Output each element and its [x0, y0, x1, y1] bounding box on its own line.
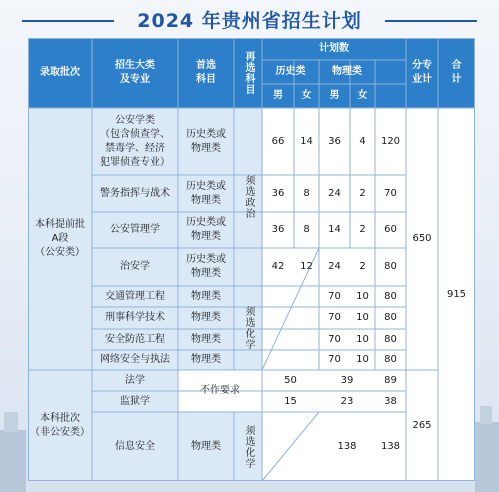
reselect-cell: 须选政治: [243, 175, 254, 219]
major-total-cell: 120: [380, 135, 401, 147]
first-subject-cell: 历史类或 物理类: [186, 128, 226, 154]
first-subject-cell: 物理类: [191, 354, 221, 365]
first-subject-cell: 物理类: [191, 312, 221, 323]
batch-early: 本科提前批 A段 （公安类）: [35, 219, 85, 258]
first-subject-cell: 历史类或 物理类: [186, 217, 226, 242]
early-total: 650: [412, 233, 432, 244]
batch-regular: 本科批次 （非公安类）: [30, 412, 90, 438]
history-female-cell: 14: [300, 135, 313, 147]
major-cell: 监狱学: [120, 395, 150, 407]
major-cell: 信息安全: [115, 440, 155, 452]
history-female-cell: 8: [303, 224, 310, 235]
major-cell: 刑事科学技术: [105, 312, 165, 323]
header-history-male: 男: [273, 90, 283, 101]
reselect-cell: 须选化学: [243, 424, 254, 469]
major-cell: 公安学类 （包含侦查学、 禁毒学、经济 犯罪侦查专业）: [100, 114, 170, 168]
major-cell: 公安管理学: [110, 224, 160, 235]
physics-male-cell: 70: [328, 312, 341, 323]
major-total-cell: 138: [380, 440, 401, 452]
physics-male-cell: 14: [328, 224, 341, 235]
first-subject-cell: 不作要求: [200, 385, 240, 396]
first-subject-cell: 物理类: [191, 290, 221, 302]
physics-female-cell: 2: [359, 261, 366, 272]
first-subject-cell: 物理类: [191, 333, 221, 345]
header-plan: 计划数: [319, 43, 349, 54]
title-decoration-right: [385, 20, 477, 22]
physics-cell: 23: [340, 395, 354, 407]
header-major-total: 分专 业计: [412, 60, 432, 85]
physics-female-cell: 2: [359, 224, 366, 235]
header-physics-female: 女: [357, 90, 368, 101]
physics-male-cell: 70: [328, 290, 341, 302]
header-first-subject: 首选 科目: [196, 60, 216, 85]
history-cell: 50: [284, 374, 297, 386]
physics-male-cell: 70: [328, 333, 341, 345]
regular-total: 265: [412, 419, 432, 431]
major-total-cell: 60: [384, 224, 397, 235]
major-total-cell: 38: [384, 395, 397, 407]
history-male-cell: 66: [271, 135, 285, 147]
header-history: 历史类: [275, 66, 306, 77]
physics-male-cell: 24: [328, 187, 341, 199]
physics-male-cell: 70: [328, 354, 341, 365]
grand-total: 915: [446, 288, 467, 300]
header-major: 招生大类 及专业: [115, 60, 155, 85]
physics-female-cell: 10: [356, 354, 369, 365]
header-batch: 录取批次: [40, 67, 80, 78]
major-total-cell: 80: [384, 354, 397, 365]
header-physics: 物理类: [332, 66, 362, 77]
physics-female-cell: 10: [356, 312, 369, 323]
header-history-female: 女: [301, 90, 312, 101]
major-cell: 安全防范工程: [105, 333, 165, 345]
history-female-cell: 8: [303, 187, 310, 199]
major-total-cell: 89: [384, 374, 397, 386]
major-total-cell: 70: [384, 187, 397, 199]
physics-female-cell: 2: [359, 187, 366, 199]
history-cell: 15: [284, 395, 297, 407]
major-cell: 交通管理工程: [105, 290, 165, 302]
major-cell: 治安学: [120, 261, 150, 272]
major-total-cell: 80: [384, 261, 397, 272]
physics-cell: 39: [340, 374, 354, 386]
physics-female-cell: 4: [359, 135, 366, 147]
page-title: 2024 年贵州省招生计划: [137, 10, 362, 32]
physics-cell: 138: [337, 440, 357, 452]
physics-male-cell: 36: [328, 135, 341, 147]
major-total-cell: 80: [384, 312, 397, 323]
header-physics-male: 男: [329, 90, 340, 101]
history-female-cell: 12: [300, 261, 313, 272]
major-cell: 法学: [125, 374, 145, 386]
physics-female-cell: 10: [356, 333, 369, 345]
history-male-cell: 36: [271, 187, 285, 199]
first-subject-cell: 历史类或 物理类: [186, 180, 226, 206]
first-subject-cell: 物理类: [191, 440, 221, 452]
history-male-cell: 36: [271, 224, 285, 235]
reselect-cell: 须选化学: [243, 306, 254, 350]
physics-male-cell: 24: [328, 261, 341, 272]
major-cell: 网络安全与执法: [100, 354, 170, 365]
physics-female-cell: 10: [356, 290, 369, 302]
first-subject-cell: 历史类或 物理类: [186, 254, 226, 279]
major-total-cell: 80: [384, 290, 397, 302]
major-total-cell: 80: [384, 333, 397, 345]
header-total: 合 计: [451, 60, 462, 85]
header-reselect: 再选科目: [243, 51, 254, 95]
major-cell: 警务指挥与战术: [100, 187, 170, 199]
history-male-cell: 42: [271, 261, 285, 272]
